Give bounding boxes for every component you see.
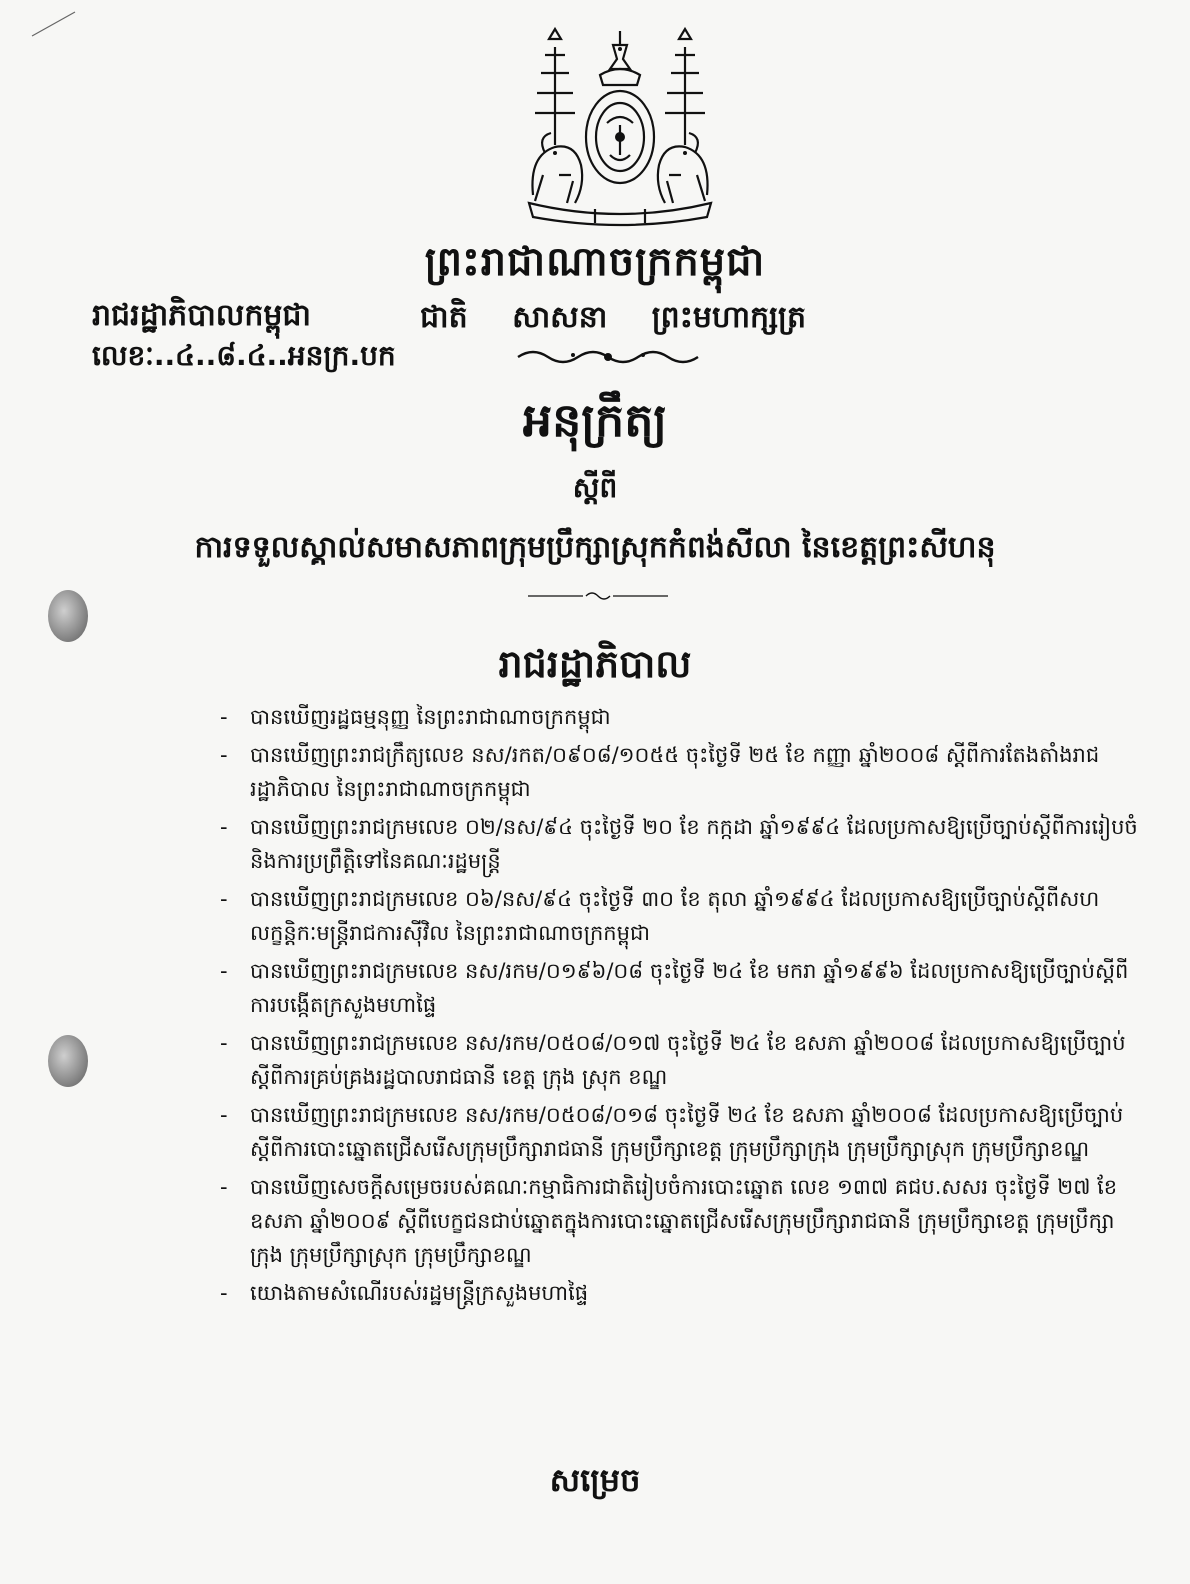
- hole-punch-bottom: [48, 1035, 88, 1087]
- reference-number: លេខៈ..៤..៨.៤..អនក្រ.បក: [92, 339, 396, 372]
- clause-constitution: - បានឃើញរដ្ឋធម្មនុញ្ញ នៃព្រះរាជាណាចក្រកម្ពុជា: [220, 705, 611, 729]
- national-motto: [420, 298, 840, 342]
- document-subject: ការទទួលស្គាល់សមាសភាពក្រុមប្រឹក្សាស្រុកកំពង់សីលា នៃខេត្តព្រះសីហនុ: [194, 530, 996, 565]
- clause-law-ministry-interior: - បានឃើញព្រះរាជក្រមលេខ នស/រកម/០១៩៦/០៨ ចុះថ្ងៃទី ២៤ ខែ មករា ឆ្នាំ១៩៩៦ ដែលប្រកាសឱ្យប្រើច្បាប់ស្តីពីការបង្កើតក្រសួងមហាផ្ទៃ: [220, 959, 1129, 1017]
- motto-nation: ជាតិ: [420, 300, 468, 335]
- clause-law-council-elections: - បានឃើញព្រះរាជក្រមលេខ នស/រកម/០៥០៨/០១៨ ចុះថ្ងៃទី ២៤ ខែ ឧសភា ឆ្នាំ២០០៨ ដែលប្រកាសឱ្យប្រើច្បាប់ស្តីពីការបោះឆ្នោតជ្រើសរើសក្រុមប្រឹក្សារាជធានី ក្រុមប្រឹក្សាខេត្ត ក្រុមប្រឹក្សាក្រុង ក្រុមប្រឹក្សាស្រុក ក្រុមប្រឹក្សាខណ្ឌ: [220, 1103, 1124, 1161]
- issuer-heading: រាជរដ្ឋាភិបាល: [498, 642, 692, 686]
- clause-minister-request: - យោងតាមសំណើរបស់រដ្ឋមន្ត្រីក្រសួងមហាផ្ទៃ: [220, 1281, 589, 1305]
- document-type-heading: អនុក្រឹត្យ: [522, 393, 668, 447]
- issuing-government: រាជរដ្ឋាភិបាលកម្ពុជា: [92, 298, 311, 333]
- clause-nec-decision: - បានឃើញសេចក្តីសម្រេចរបស់គណៈកម្មាធិការជាតិរៀបចំការបោះឆ្នោត លេខ ១៣៧ គជប.សសរ ចុះថ្ងៃទី ២៧ ខែ ឧសភា ឆ្នាំ២០០៩ ស្តីពីបេក្ខជនជាប់ឆ្នោតក្នុងការបោះឆ្នោតជ្រើសរើសក្រុមប្រឹក្សារាជធានី ក្រុមប្រឹក្សាខេត្ត ក្រុមប្រឹក្សាក្រុង ក្រុមប្រឹក្សាស្រុក ក្រុមប្រឹក្សាខណ្ឌ: [220, 1175, 1118, 1267]
- clause-law-administrative-management: - បានឃើញព្រះរាជក្រមលេខ នស/រកម/០៥០៨/០១៧ ចុះថ្ងៃទី ២៤ ខែ ឧសភា ឆ្នាំ២០០៨ ដែលប្រកាសឱ្យប្រើច្បាប់ស្តីពីការគ្រប់គ្រងរដ្ឋបាលរាជធានី ខេត្ត ក្រុង ស្រុក ខណ្ឌ: [220, 1031, 1126, 1089]
- divider-ornament-icon: [528, 590, 668, 602]
- hole-punch-top: [48, 590, 88, 642]
- motto-king: ព្រះមហាក្សត្រ: [651, 300, 806, 335]
- decision-heading: សម្រេច: [549, 1461, 641, 1499]
- scan-scratch-mark: [30, 8, 80, 38]
- about-label: ស្តីពី: [572, 471, 618, 504]
- clause-law-civil-servants: - បានឃើញព្រះរាជក្រមលេខ ០៦/នស/៩៤ ចុះថ្ងៃទី ៣០ ខែ តុលា ឆ្នាំ១៩៩៤ ដែលប្រកាសឱ្យប្រើច្បាប់ស្តីពីសហលក្ខន្តិកៈមន្ត្រីរាជការស៊ីវិល នៃព្រះរាជាណាចក្រកម្ពុជា: [220, 887, 1100, 945]
- decorative-ornament-icon: [513, 345, 703, 367]
- clause-law-council-of-ministers: - បានឃើញព្រះរាជក្រមលេខ ០២/នស/៩៤ ចុះថ្ងៃទី ២០ ខែ កក្កដា ឆ្នាំ១៩៩៤ ដែលប្រកាសឱ្យប្រើច្បាប់ស្តីពីការរៀបចំ និងការប្រព្រឹត្តិទៅនៃគណៈរដ្ឋមន្ត្រី: [220, 815, 1138, 873]
- kingdom-name: ព្រះរាជាណាចក្រកម្ពុជា: [424, 239, 766, 285]
- motto-religion: សាសនា: [512, 300, 608, 335]
- clause-royal-decree-government: - បានឃើញព្រះរាជក្រឹត្យលេខ នស/រកត/០៩០៨/១០៥៥ ចុះថ្ងៃទី ២៥ ខែ កញ្ញា ឆ្នាំ២០០៨ ស្តីពីការតែងតាំងរាជរដ្ឋាភិបាល នៃព្រះរាជាណាចក្រកម្ពុជា: [220, 743, 1100, 801]
- preamble-clauses: [220, 700, 1145, 1314]
- royal-coat-of-arms-icon: [515, 25, 725, 230]
